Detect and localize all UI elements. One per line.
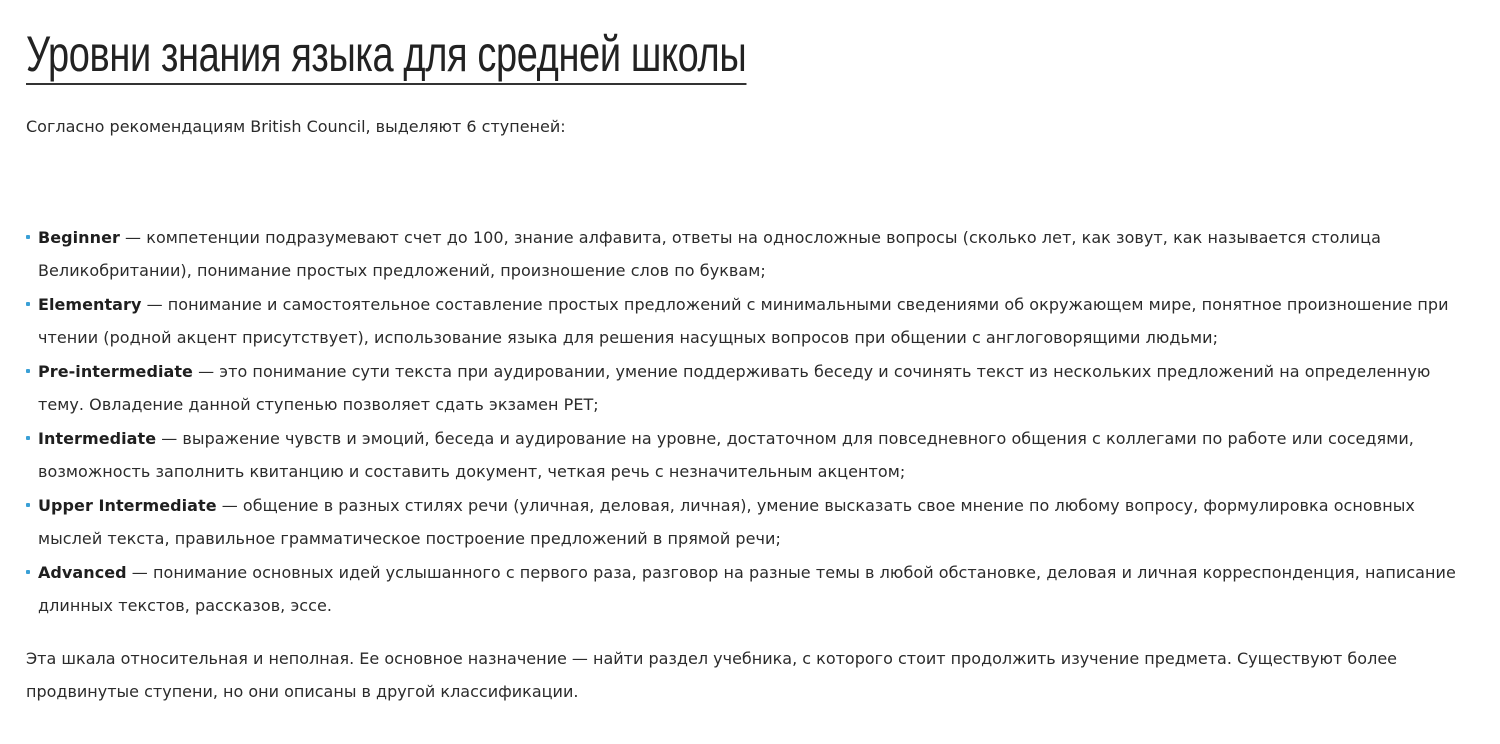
page-title [26, 0, 1128, 85]
list-item [26, 221, 1476, 287]
bullet-icon [26, 302, 30, 306]
level-name: Intermediate [38, 429, 157, 448]
level-name: Upper Intermediate [38, 496, 217, 515]
outro-paragraph: Эта шкала относительная и неполная. Ее основное назначение — найти раздел учебника, с которого стоит продолжить изучение предмета. Существуют более продвинутые ступени, но они описаны в другой классификации. [26, 649, 1397, 701]
bullet-icon [26, 436, 30, 440]
level-description: — понимание основных идей услышанного с первого раза, разговор на разные темы в любой обстановке, деловая и личная корреспонденция, написание длинных текстов, рассказов, эссе. [38, 563, 1456, 615]
list-item [26, 355, 1476, 421]
level-description: — общение в разных стилях речи (уличная, деловая, личная), умение высказать свое мнение по любому вопросу, формулировка основных мыслей текста, правильное грамматическое построение предложений в прямой речи; [38, 496, 1415, 548]
intro-paragraph: Согласно рекомендациям British Council, выделяют 6 ступеней: [26, 117, 566, 136]
level-name: Advanced [38, 563, 127, 582]
list-item [26, 288, 1476, 354]
level-description: — компетенции подразумевают счет до 100, знание алфавита, ответы на односложные вопросы (сколько лет, как зовут, как называется столица Великобритании), понимание простых предложений, произношение слов по буквам; [38, 228, 1381, 280]
bullet-icon [26, 369, 30, 373]
bullet-icon [26, 503, 30, 507]
list-item [26, 556, 1476, 622]
article [26, 0, 1476, 708]
level-description: — это понимание сути текста при аудировании, умение поддерживать беседу и сочинять текст из нескольких предложений на определенную тему. Овладение данной ступенью позволяет сдать экзамен PET; [38, 362, 1431, 414]
bullet-icon [26, 235, 30, 239]
page-title-text: Уровни знания языка для средней школы [26, 26, 746, 85]
list-item [26, 422, 1476, 488]
level-name: Pre-intermediate [38, 362, 193, 381]
level-name: Beginner [38, 228, 120, 247]
level-name: Elementary [38, 295, 142, 314]
bullet-icon [26, 570, 30, 574]
levels-list [26, 221, 1476, 622]
list-item [26, 489, 1476, 555]
level-description: — понимание и самостоятельное составление простых предложений с минимальными сведениями об окружающем мире, понятное произношение при чтении (родной акцент присутствует), использование языка для решения насущных вопросов при общении с англоговорящими людьми; [38, 295, 1449, 347]
level-description: — выражение чувств и эмоций, беседа и аудирование на уровне, достаточном для повседневного общения с коллегами по работе или соседями, возможность заполнить квитанцию и составить документ, четкая речь с незначительным акцентом; [38, 429, 1414, 481]
